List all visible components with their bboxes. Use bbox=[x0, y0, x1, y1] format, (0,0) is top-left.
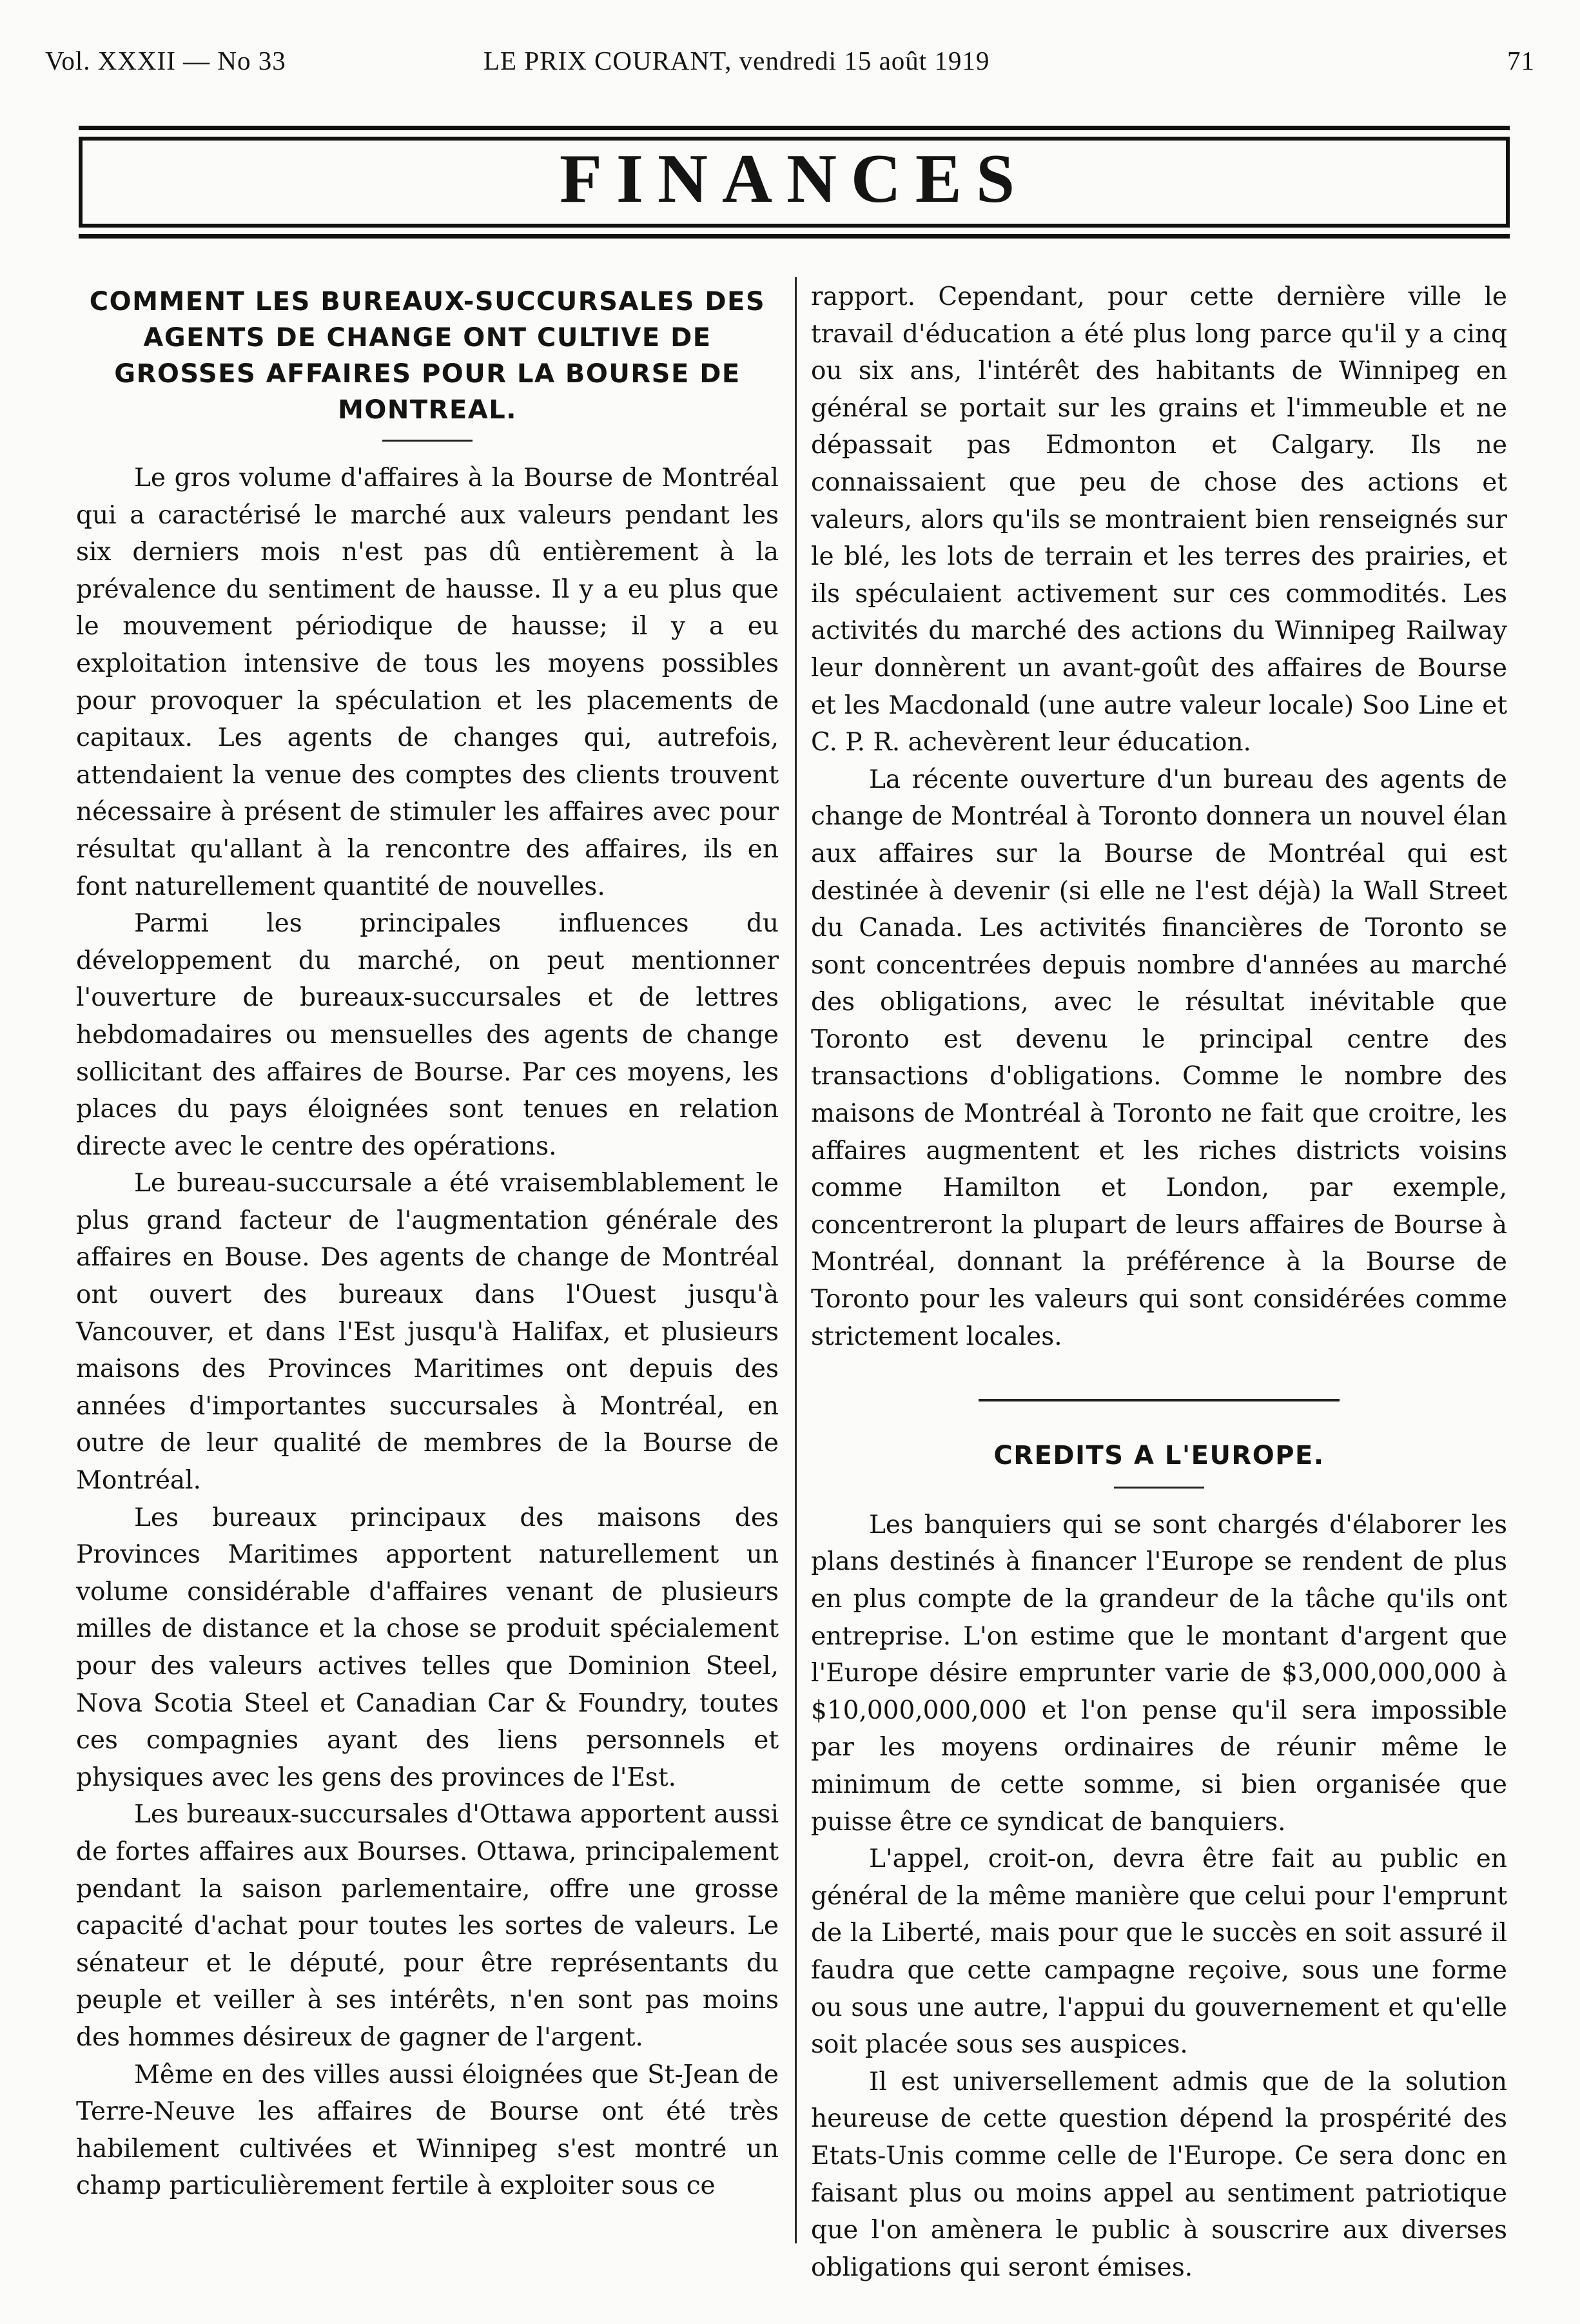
article-paragraph: rapport. Cependant, pour cette dernière ville le travail d'éducation a été plus long parce qu'il y a cinq ou six ans, l'intérêt des habitants de Winnipeg en général se portait sur les grains et l'immeuble et ne dépassait pas Edmonton et Calgary. Ils ne connaissaient que peu de chose des actions et valeurs, alors qu'ils se montraient bien renseignés sur le blé, les lots de terrain et les terres des prairies, et ils spéculaient activement sur ces commodités. Les activités du marché des actions du Winnipeg Railway leur donnèrent un avant-goût des affaires de Bourse et les Macdonald (une autre valeur locale) Soo Line et C. P. R. achevèrent leur éducation. bbox=[811, 282, 1507, 757]
article-paragraph: Les bureaux principaux des maisons des Provinces Maritimes apportent naturellement un volume considérable d'affaires venant de plusieurs milles de distance et la chose se produit spécialement pour des valeurs actives telles que Dominion Steel, Nova Scotia Steel et Canadian Car & Foundry, toutes ces compagnies ayant des liens personnels et physiques avec les gens des provinces de l'Est. bbox=[76, 1503, 779, 1792]
column-divider bbox=[795, 277, 797, 2243]
article-paragraph: Les banquiers qui se sont chargés d'élaborer les plans destinés à financer l'Europe se rendent de plus en plus compte de la grandeur de la tâche qu'ils ont entreprise. L'on estime que le montant d'argent que l'Europe désire emprunter varie de $3,000,000,000 à $10,000,000,000 et l'on pense qu'il sera impossible par les moyens ordinaires de réunir même le minimum de cette somme, si bien organisée que puisse être ce syndicat de banquiers. bbox=[811, 1510, 1507, 1837]
article-paragraph: Les bureaux-succursales d'Ottawa apportent aussi de fortes affaires aux Bourses. Ottawa, principalement pendant la saison parlementaire, offre une grosse capacité d'achat pour toutes les sortes de valeurs. Le sénateur et le député, pour être représentants du peuple et veiller à ses intérêts, n'en sont pas moins des hommes désireux de gagner de l'argent. bbox=[76, 1800, 779, 2052]
section-title: FINANCES bbox=[559, 141, 1029, 217]
article-paragraph: Le gros volume d'affaires à la Bourse de Montréal qui a caractérisé le marché aux valeurs pendant les six derniers mois n'est pas dû entièrement à la prévalence du sentiment de hausse. Il y a eu plus que le mouvement périodique de hausse; il y a eu exploitation intensive de tous les moyens possibles pour provoquer la spéculation et les placements de capitaux. Les agents de changes qui, autrefois, attendaient la venue des comptes des clients trouvent nécessaire à présent de stimuler les affaires avec pour résultat qu'allant à la rencontre des affaires, ils en font naturellement quantité de nouvelles. bbox=[76, 464, 779, 901]
page-number: 71 bbox=[1507, 46, 1535, 75]
article-paragraph: L'appel, croit-on, devra être fait au public en général de la même manière que celui pour l'emprunt de la Liberté, mais pour que le succès en soit assuré il faudra que cette campagne reçoive, sous une forme ou sous une autre, l'appui du gouvernement et qu'elle soit placée sous ses auspices. bbox=[811, 1844, 1507, 2060]
publication-date: LE PRIX COURANT, vendredi 15 août 1919 bbox=[483, 46, 990, 75]
article-paragraph: Le bureau-succursale a été vraisemblablement le plus grand facteur de l'augmentation générale des affaires en Bouse. Des agents de change de Montréal ont ouvert des bureaux dans l'Ouest jusqu'à Vancouver, et dans l'Est jusqu'à Halifax, et plusieurs maisons des Provinces Maritimes ont depuis des années d'importantes succursales à Montréal, en outre de leur qualité de membres de la Bourse de Montréal. bbox=[76, 1169, 779, 1496]
right-column bbox=[811, 278, 1507, 2286]
headline-rule bbox=[1114, 1487, 1204, 1489]
article-headline: COMMENT LES BUREAUX-SUCCURSALES DES AGENTS DE CHANGE ONT CULTIVE DE GROSSES AFFAIRES POUR LA BOURSE DE MONTREAL. bbox=[89, 287, 766, 425]
article-paragraph: Parmi les principales influences du développement du marché, on peut mentionner l'ouverture de bureaux-succursales et de lettres hebdomadaires ou mensuelles des agents de change sollicitant des affaires de Bourse. Par ces moyens, les places du pays éloignées sont tenues en relation directe avec le centre des opérations. bbox=[76, 909, 779, 1161]
running-head bbox=[45, 45, 1535, 84]
article-paragraph: Même en des villes aussi éloignées que St-Jean de Terre-Neuve les affaires de Bourse ont été très habilement cultivées et Winnipeg s'est montré un champ particulièrement fertile à exploiter sous ce bbox=[76, 2060, 779, 2201]
volume-number: Vol. XXXII — No 33 bbox=[45, 46, 286, 75]
article-paragraph: La récente ouverture d'un bureau des agents de change de Montréal à Toronto donnera un nouvel élan aux affaires sur la Bourse de Montréal qui est destinée à devenir (si elle ne l'est déjà) la Wall Street du Canada. Les activités financières de Toronto se sont concentrées depuis nombre d'années au marché des obligations, avec le résultat inévitable que Toronto est devenu le principal centre des transactions d'obligations. Comme le nombre des maisons de Montréal à Toronto ne fait que croitre, les affaires augmentent et les riches districts voisins comme Hamilton et London, par exemple, concentreront la plupart de leurs affaires de Bourse à Montréal, donnant la préférence à la Bourse de Toronto pour les valeurs qui sont considérées comme strictement locales. bbox=[811, 765, 1507, 1351]
section-banner bbox=[79, 126, 1510, 239]
article-separator bbox=[979, 1399, 1340, 1401]
article-paragraph: Il est universellement admis que de la solution heureuse de cette question dépend la prospérité des Etats-Unis comme celle de l'Europe. Ce sera donc en faisant plus ou moins appel au sentiment patriotique que l'on amènera le public à souscrire aux diverses obligations qui seront émises. bbox=[811, 2067, 1507, 2282]
article-headline: CREDITS A L'EUROPE. bbox=[993, 1441, 1325, 1471]
headline-rule bbox=[382, 440, 473, 442]
left-column bbox=[76, 284, 779, 2205]
